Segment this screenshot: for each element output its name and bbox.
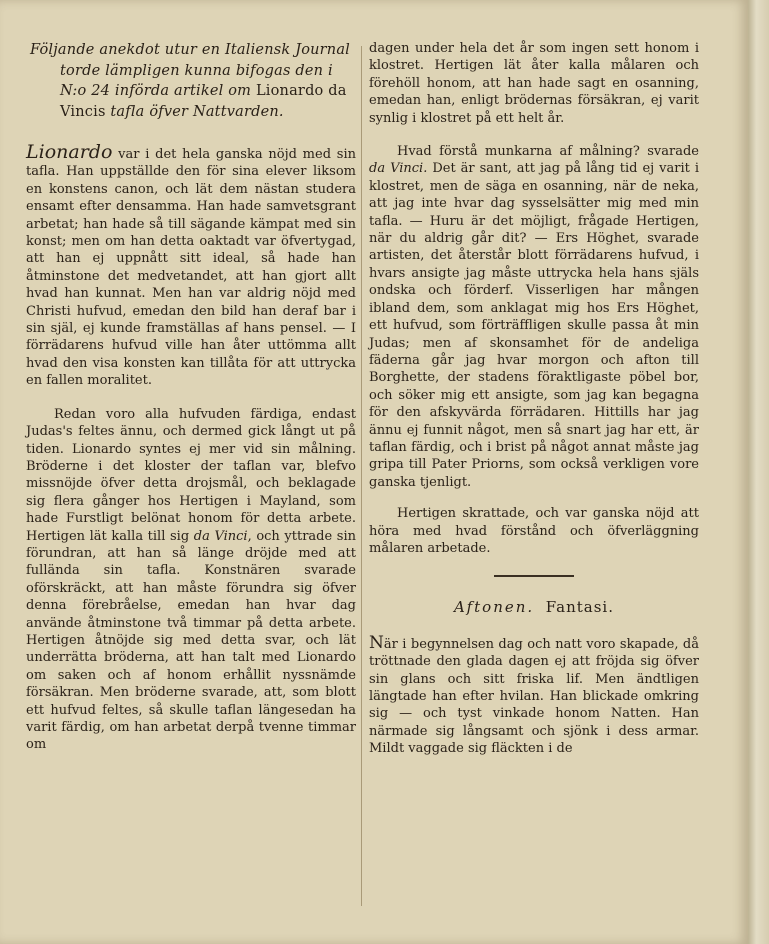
left-column bbox=[26, 40, 356, 768]
paragraph-5 bbox=[369, 632, 699, 758]
paragraph-3-text-b: Det är sant, att jag på lång tid ej varit i klostret, men de säga en osanning, när de neka, att jag inte hvar dag sysselsätter mig med min tafla. — Huru är det möjligt, frågade Hertigen, när du aldrig går dit? — Ers Höghet, svarade artisten, det återstår blott förrädarens hufvud, i hvars ansigte jag måste uttrycka hela hans själs ondska och förderf. Visserligen har mången ibland dem, som anklagat mig hos Ers Höghet, ett hufvud, som förträffligen skulle passa åt min Judas; men af skonsamhet för de andeliga fäderna går jag hvar morgon och afton till Borghette, der stadens föraktligaste pöbel bor, och söker mig ett ansigte, som jag kan begagna för den afskyvärda förrädaren. Hittills har jag ännu ej funnit något, men så snart jag har ett, är taflan färdig, och i brist på något annat måste jag gripa till Pater Priorns, som också verkligen vore ganska tjenligt. bbox=[369, 161, 700, 490]
paragraph-2-continued: dagen under hela det år som ingen sett honom i klostret. Hertigen lät åter kalla målaren och förehöll honom, att han hade sagt en osanning, emedan han, enligt brödernas försäkran, ej varit synlig i klostret på ett helt år. bbox=[369, 41, 699, 126]
paragraph-3 bbox=[369, 143, 699, 491]
paragraph-lead-word: Lionardo bbox=[26, 141, 113, 163]
paragraph-1 bbox=[26, 141, 356, 390]
paragraph-3-italic-name: da Vinci. bbox=[369, 161, 428, 177]
paragraph-2-text-b: , och yttrade sin förundran, att han så länge dröjde med att fullända sin tafla. Konstnären svarade oförskräckt, att han måste förundra sig öfver denna förebråelse, emedan han hvar dag använde åtminstone två timmar på detta arbete. Hertigen åtnöjde sig med detta svar, och lät underrätta bröderna, att han talt med Lionardo om saken och af honom erhållit nyssnämde försäkran. Men bröderne svarade, att, som blott ett hufvud feltes, så skulle taflan längesedan ha varit färdig, om han arbetat derpå tvenne timmar om bbox=[26, 528, 356, 753]
section-title-main: Aftonen. bbox=[454, 598, 535, 617]
paragraph-1-text: var i det hela ganska nöjd med sin tafla. Han uppställde den för sina elever liksom en konstens canon, och lät dem nästan studera ensamt efter densamma. Han hade samvetsgrant arbetat; han hade så till sägande kämpat med sin konst; men om han detta oaktadt var öfvertygad, att han ej uppnått sitt ideal, så hade han åtminstone det medvetandet, att han gjort allt hvad han kunnat. Men han var aldrig nöjd med Christi hufvud, emedan den bild han deraf bar i sin själ, ej kunde framställas af hans pensel. — I förrädarens hufvud ville han åter uttömma allt hvad den visa konsten kan tillåta för att uttrycka en fallen moralitet. bbox=[26, 147, 356, 389]
heading-name: Lionardo da Vincis bbox=[60, 83, 347, 120]
right-column bbox=[369, 40, 699, 758]
paragraph-5-initial: N bbox=[369, 632, 384, 653]
paragraph-4: Hertigen skrattade, och var ganska nöjd att höra med hvad förstånd och öfverläggning målaren arbetade. bbox=[369, 506, 699, 556]
section-title-sub: Fantasi. bbox=[545, 598, 614, 617]
article-heading bbox=[30, 40, 356, 122]
section-title bbox=[369, 599, 699, 616]
heading-tail: tafla öfver Nattvarden. bbox=[110, 103, 284, 120]
paragraph-3-text-a: Hvad förstå munkarna af målning? svarade bbox=[397, 144, 699, 160]
paragraph-2-text-a: Redan voro alla hufvuden färdiga, endast Judas's feltes ännu, och dermed gick långt ut på tiden. Lionardo syntes ej mer vid sin målning. Bröderne i det kloster der taflan var, blefvo missnöjde öfver detta drojsmål, och beklagade sig flera gånger hos Hertigen i Mayland, som hade Furstligt belönat honom för detta arbete. Hertigen lät kalla till sig bbox=[26, 406, 356, 544]
column-divider bbox=[361, 46, 362, 906]
paragraph-2 bbox=[26, 406, 356, 754]
paragraph-2-italic-name: da Vinci bbox=[193, 528, 248, 544]
heading-main: Följande anekdot utur en Italiensk Journal torde lämpligen kunna bifogas den i N:o 24 införda artikel om bbox=[30, 42, 351, 99]
page-edge bbox=[748, 0, 769, 944]
section-rule bbox=[494, 575, 574, 577]
paragraph-5-text: är i begynnelsen dag och natt voro skapade, då tröttnade den glada dagen ej att fröjda sig öfver sin glans och sitt friska lif. Men ändtligen längtade han efter hvilan. Han blickade omkring sig — och tyst vinkade honom Natten. Han närmade sig långsamt och sjönk i dess armar. Mildt vaggade sig fläckten i de bbox=[369, 636, 699, 757]
